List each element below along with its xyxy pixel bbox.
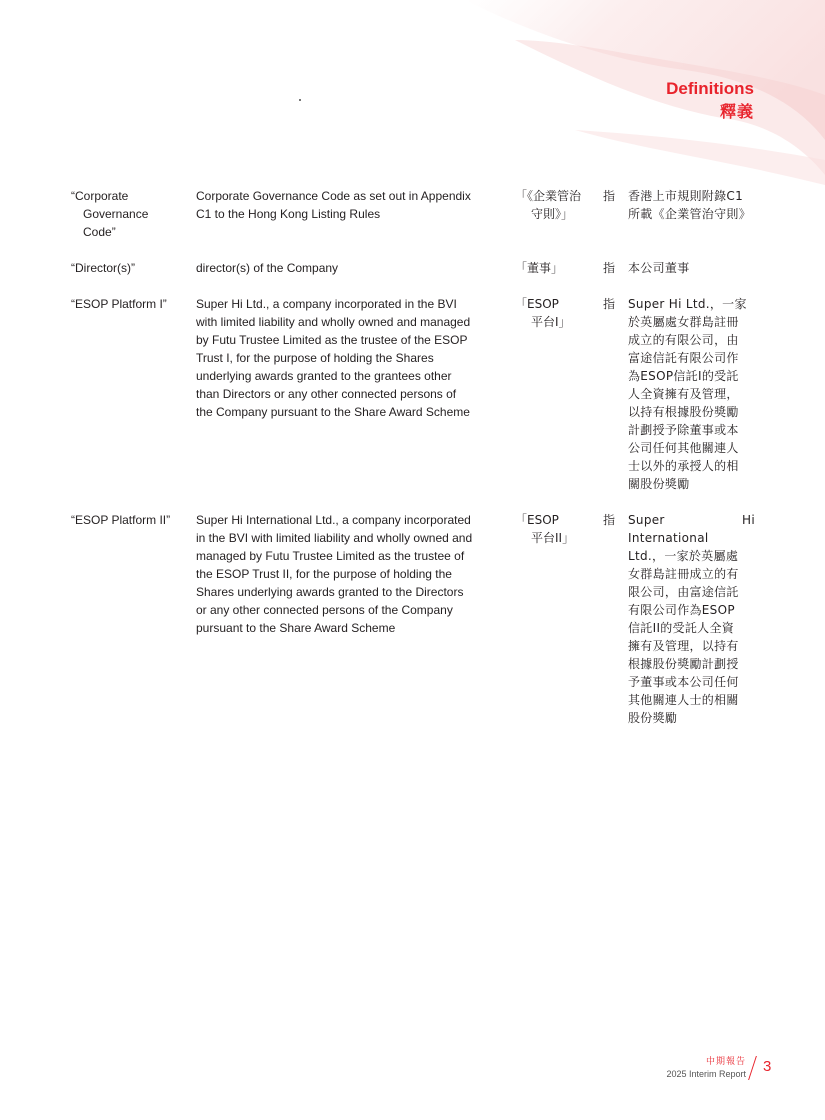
page-title-en: Definitions — [666, 79, 754, 98]
means-marker: 指 — [603, 513, 616, 527]
term-en: “Director(s)” — [71, 261, 135, 275]
term-zh: 「ESOP 平台II」 — [515, 513, 575, 545]
footer-report-zh: 中期報告 — [705, 1057, 746, 1067]
means-marker: 指 — [603, 261, 616, 275]
term-en: “ESOP Platform I” — [71, 297, 167, 311]
footer-divider — [748, 1056, 757, 1080]
definition-zh: Super Hi International Ltd.，一家於英屬處 女群島註冊成立的有 限公司，由富途信託 有限公司作為ESOP 信託II的受託人全資 擁有及管理，以持有 根據股份獎勵計劃授 予董事或本公司任何 其他關連人士的相關 股份獎勵 — [628, 513, 755, 725]
term-zh: 「《企業管治 守則》」 — [515, 189, 582, 221]
page-number: 3 — [763, 1058, 772, 1075]
term-zh: 「董事」 — [515, 261, 564, 275]
definition-en: Super Hi International Ltd., a company incorporated in the BVI with limited liability and wholly owned and managed by Futu Trustee Limited as the trustee of the ESOP Trust II, for the purpose of holding the Shares underlying awards granted to the Directors or any other connected persons of the Company pursuant to the Share Award Scheme — [196, 513, 473, 635]
definition-zh: Super Hi Ltd.，一家 於英屬處女群島註冊 成立的有限公司，由 富途信託有限公司作 為ESOP信託I的受託 人全資擁有及管理， 以持有根據股份獎勵 計劃授予除董事或本 公司任何其他關連人 士以外的承授人的相 關股份獎勵 — [628, 297, 747, 491]
footer-report-en: 2025 Interim Report — [666, 1069, 746, 1079]
footer-report-label — [666, 1056, 746, 1080]
definition-en: Corporate Governance Code as set out in Appendix C1 to the Hong Kong Listing Rules — [196, 189, 471, 221]
page-title-zh: 釋義 — [719, 102, 754, 121]
term-en: “ESOP Platform II” — [71, 513, 171, 527]
definition-zh: 本公司董事 — [628, 261, 690, 275]
stray-dot — [299, 99, 301, 101]
brush-stroke-decoration — [405, 0, 825, 190]
definition-en: Super Hi Ltd., a company incorporated in the BVI with limited liability and wholly owned and managed by Futu Trustee Limited as the trustee of the ESOP Trust I, for the purpose of holding the Shares underlying awards granted to the grantees other than Directors or any other connected persons of the Company pursuant to the Share Award Scheme — [196, 297, 471, 419]
definition-zh: 香港上市規則附錄C1 所載《企業管治守則》 — [628, 189, 752, 221]
definition-en: director(s) of the Company — [196, 261, 339, 275]
page-title-block — [666, 78, 754, 124]
means-marker: 指 — [603, 189, 616, 203]
means-marker: 指 — [603, 297, 616, 311]
term-en: “Corporate Governance Code” — [71, 189, 149, 239]
term-zh: 「ESOP 平台I」 — [515, 297, 571, 329]
